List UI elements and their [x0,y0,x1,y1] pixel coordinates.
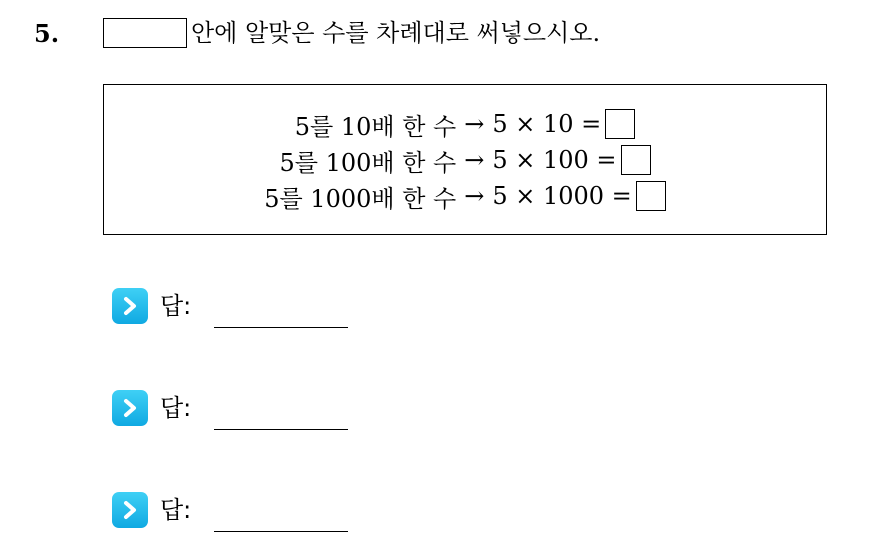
answer-input-line-2[interactable] [214,429,348,430]
arrow-symbol: → [464,182,485,210]
equation-prefix: 5를 100배 한 수 [279,148,457,177]
answer-input-line-1[interactable] [214,327,348,328]
equation-line-2 [104,143,826,177]
answer-label: 답: [160,496,192,524]
answer-row-1 [112,286,191,326]
instruction-blank-box [103,18,187,48]
arrow-symbol: → [464,110,485,138]
question-number: 5. [34,19,60,48]
answer-input-line-3[interactable] [214,531,348,532]
answer-label: 답: [160,292,192,320]
chevron-right-icon [112,288,148,324]
problem-box [103,84,827,235]
answer-label: 답: [160,394,192,422]
equation-line-1 [104,107,826,141]
question-instruction: 안에 알맞은 수를 차례대로 써넣으시오. [191,19,601,47]
answer-box-3[interactable] [636,181,666,211]
answer-row-2 [112,388,191,428]
equation-expression: 5 × 1000 = [492,182,632,210]
equation-expression: 5 × 100 = [492,146,617,174]
equation-line-3 [104,179,826,213]
answer-box-2[interactable] [621,145,651,175]
chevron-right-icon [112,492,148,528]
equation-expression: 5 × 10 = [492,110,602,138]
chevron-right-icon [112,390,148,426]
answer-row-3 [112,490,191,530]
equation-prefix: 5를 10배 한 수 [294,112,457,141]
equation-prefix: 5를 1000배 한 수 [264,184,457,213]
question-instruction-row [103,15,600,51]
arrow-symbol: → [464,146,485,174]
answer-box-1[interactable] [605,109,635,139]
